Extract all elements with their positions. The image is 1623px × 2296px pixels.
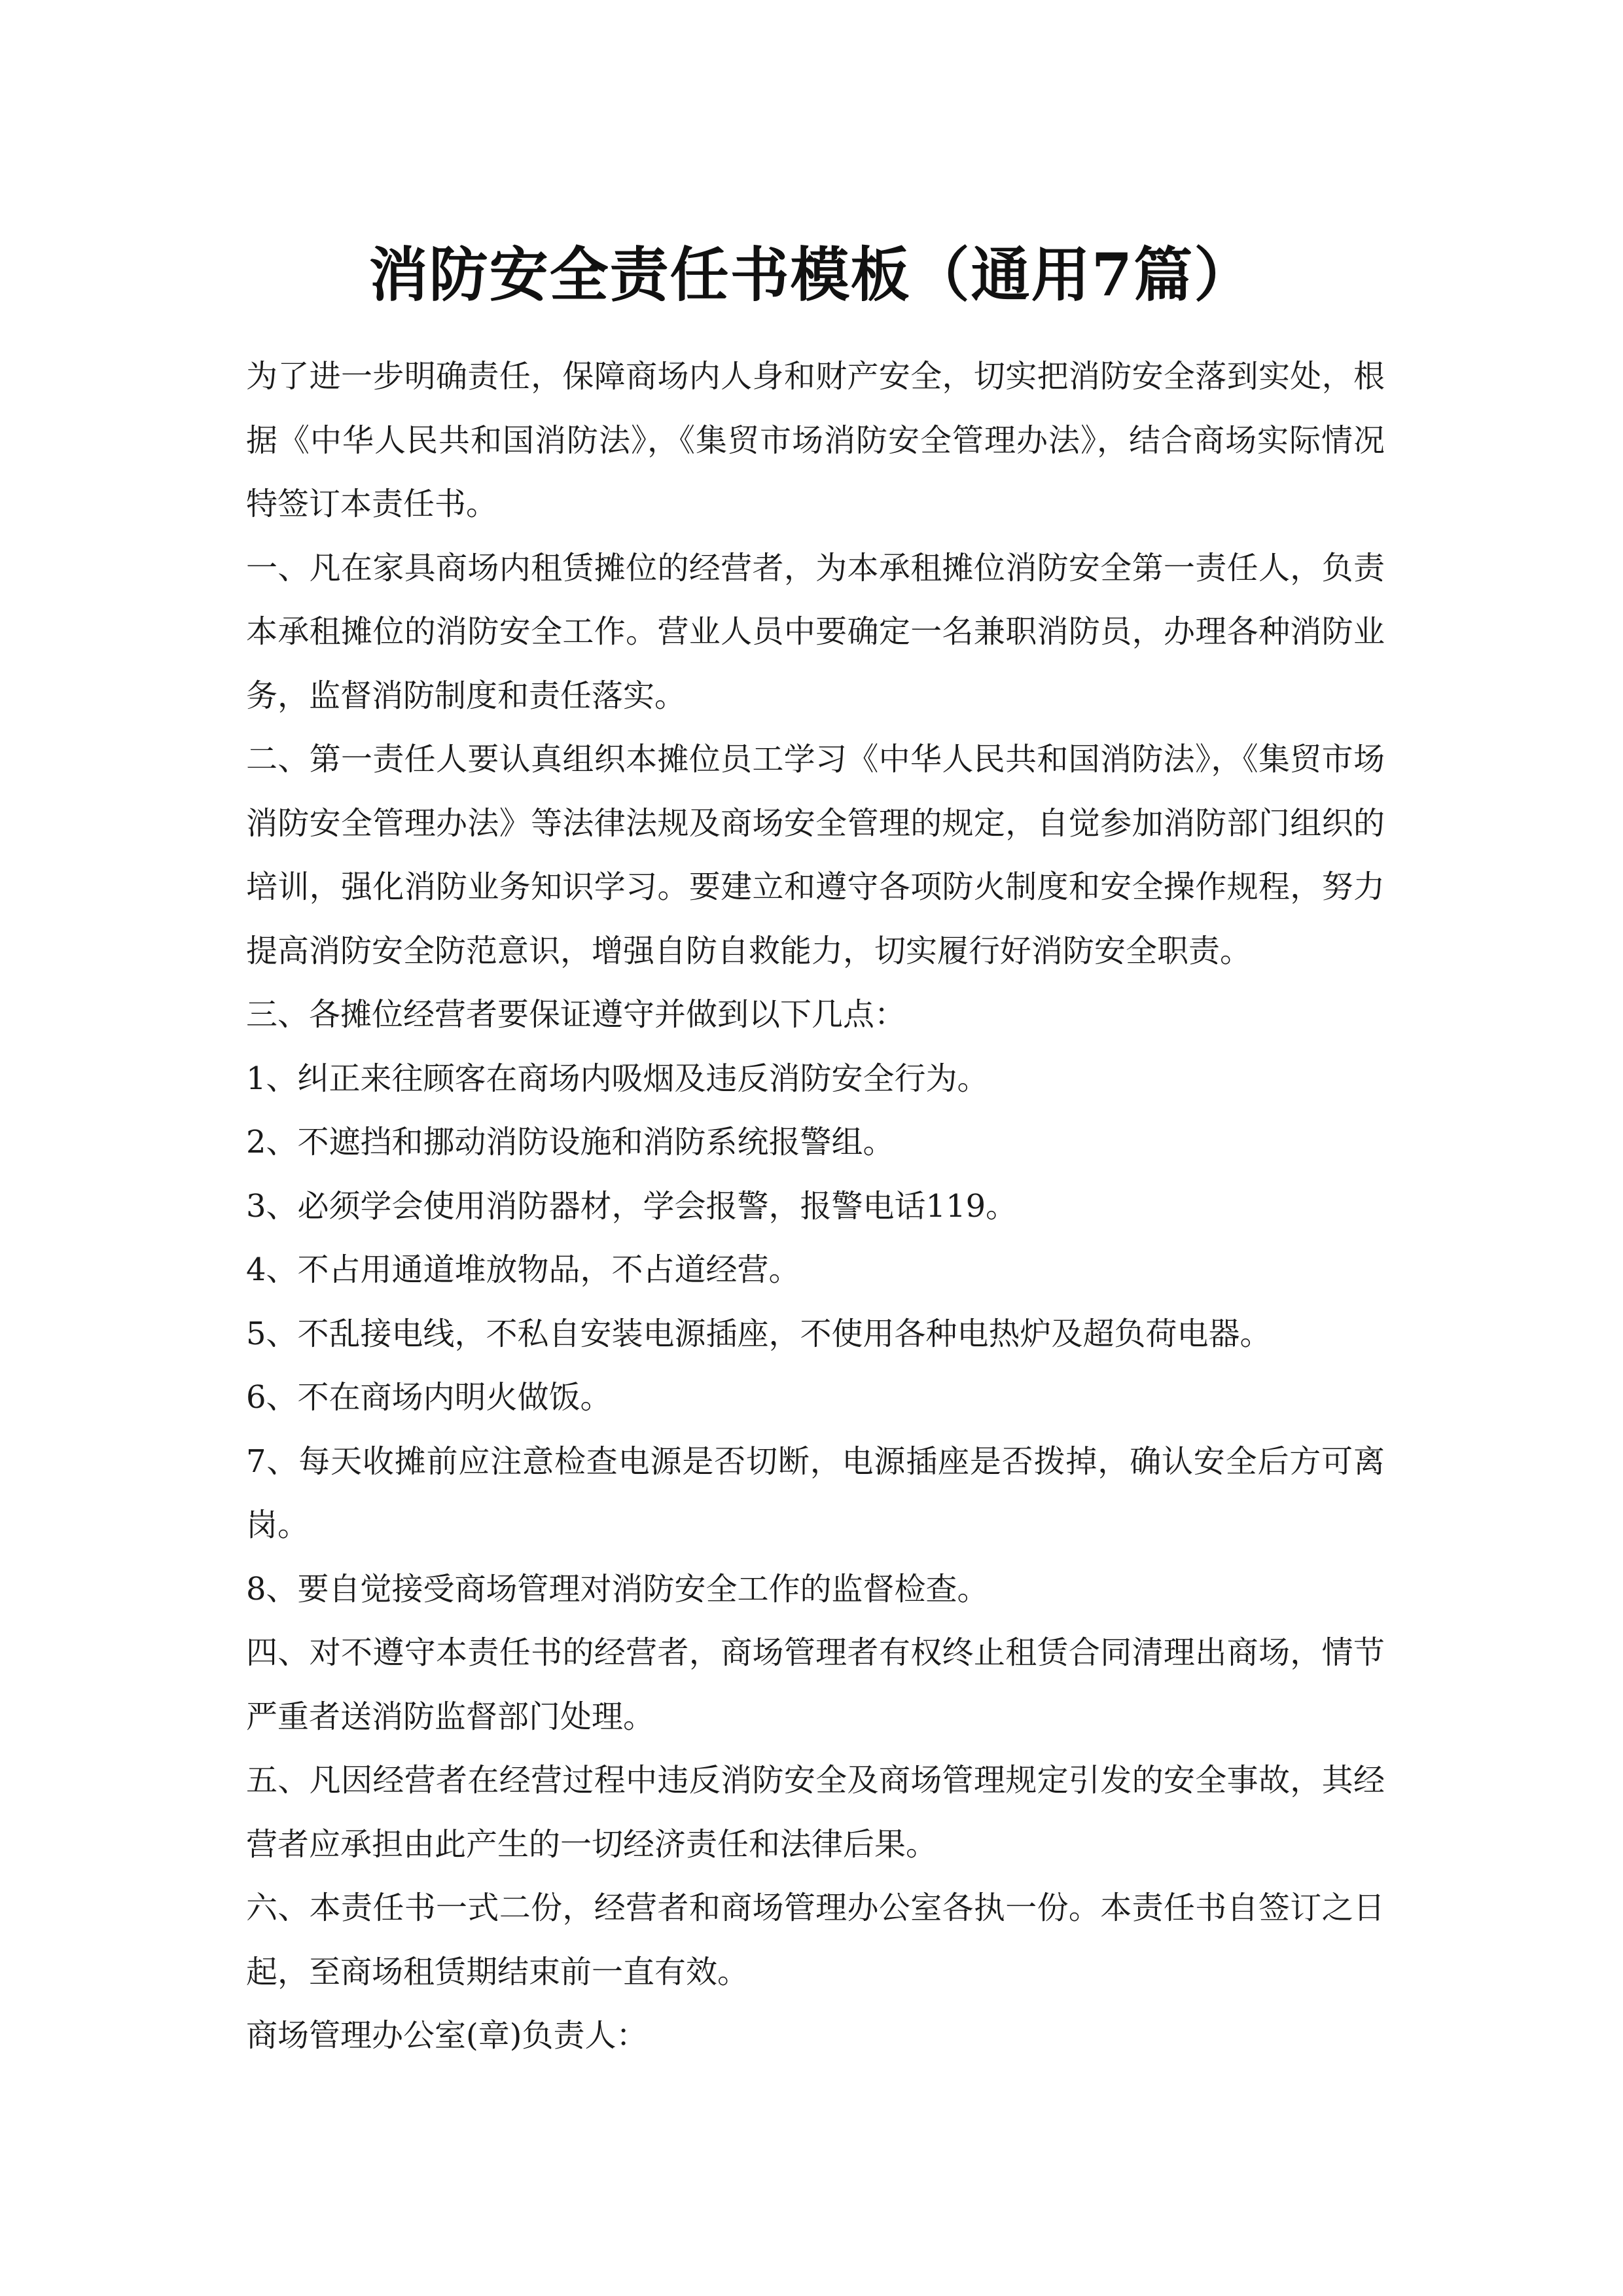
paragraph-intro: 为了进一步明确责任，保障商场内人身和财产安全，切实把消防安全落到实处，根据《中华人民共和国消防法》，《集贸市场消防安全管理办法》，结合商场实际情况特签订本责任书。 — [246, 358, 1385, 522]
list-item-8: 8、要自觉接受商场管理对消防安全工作的监督检查。 — [246, 1570, 989, 1607]
list-item-5: 5、不乱接电线，不私自安装电源插座，不使用各种电热炉及超负荷电器。 — [246, 1315, 1272, 1352]
paragraph-clause-5: 五、凡因经营者在经营过程中违反消防安全及商场管理规定引发的安全事故，其经营者应承担由此产生的一切经济责任和法律后果。 — [246, 1762, 1385, 1863]
list-item-4: 4、不占用通道堆放物品，不占道经营。 — [246, 1251, 800, 1288]
paragraph-clause-6: 六、本责任书一式二份，经营者和商场管理办公室各执一份。本责任书自签订之日起，至商场租赁期结束前一直有效。 — [246, 1890, 1385, 1990]
paragraph-clause-4: 四、对不遵守本责任书的经营者，商场管理者有权终止租赁合同清理出商场，情节严重者送消防监督部门处理。 — [246, 1634, 1385, 1735]
list-item-3: 3、必须学会使用消防器材，学会报警，报警电话119。 — [246, 1187, 1018, 1225]
document-body — [246, 345, 1385, 2068]
list-item-6: 6、不在商场内明火做饭。 — [246, 1379, 612, 1416]
list-item-7: 7、每天收摊前应注意检查电源是否切断，电源插座是否拨掉，确认安全后方可离岗。 — [246, 1443, 1385, 1543]
list-item-1: 1、纠正来往顾客在商场内吸烟及违反消防安全行为。 — [246, 1060, 989, 1097]
paragraph-clause-3: 三、各摊位经营者要保证遵守并做到以下几点： — [246, 996, 906, 1033]
document-title: 消防安全责任书模板（通用7篇） — [368, 240, 1255, 310]
paragraph-clause-2: 二、第一责任人要认真组织本摊位员工学习《中华人民共和国消防法》，《集贸市场消防安全管理办法》等法律法规及商场安全管理的规定，自觉参加消防部门组织的培训，强化消防业务知识学习。要建立和遵守各项防火制度和安全操作规程，努力提高消防安全防范意识，增强自防自救能力，切实履行好消防安全职责。 — [246, 741, 1385, 969]
signature-line: 商场管理办公室(章)负责人： — [246, 2017, 648, 2054]
paragraph-clause-1: 一、凡在家具商场内租赁摊位的经营者，为本承租摊位消防安全第一责任人，负责本承租摊位的消防安全工作。营业人员中要确定一名兼职消防员，办理各种消防业务，监督消防制度和责任落实。 — [246, 549, 1385, 714]
list-item-2: 2、不遮挡和挪动消防设施和消防系统报警组。 — [246, 1124, 895, 1160]
